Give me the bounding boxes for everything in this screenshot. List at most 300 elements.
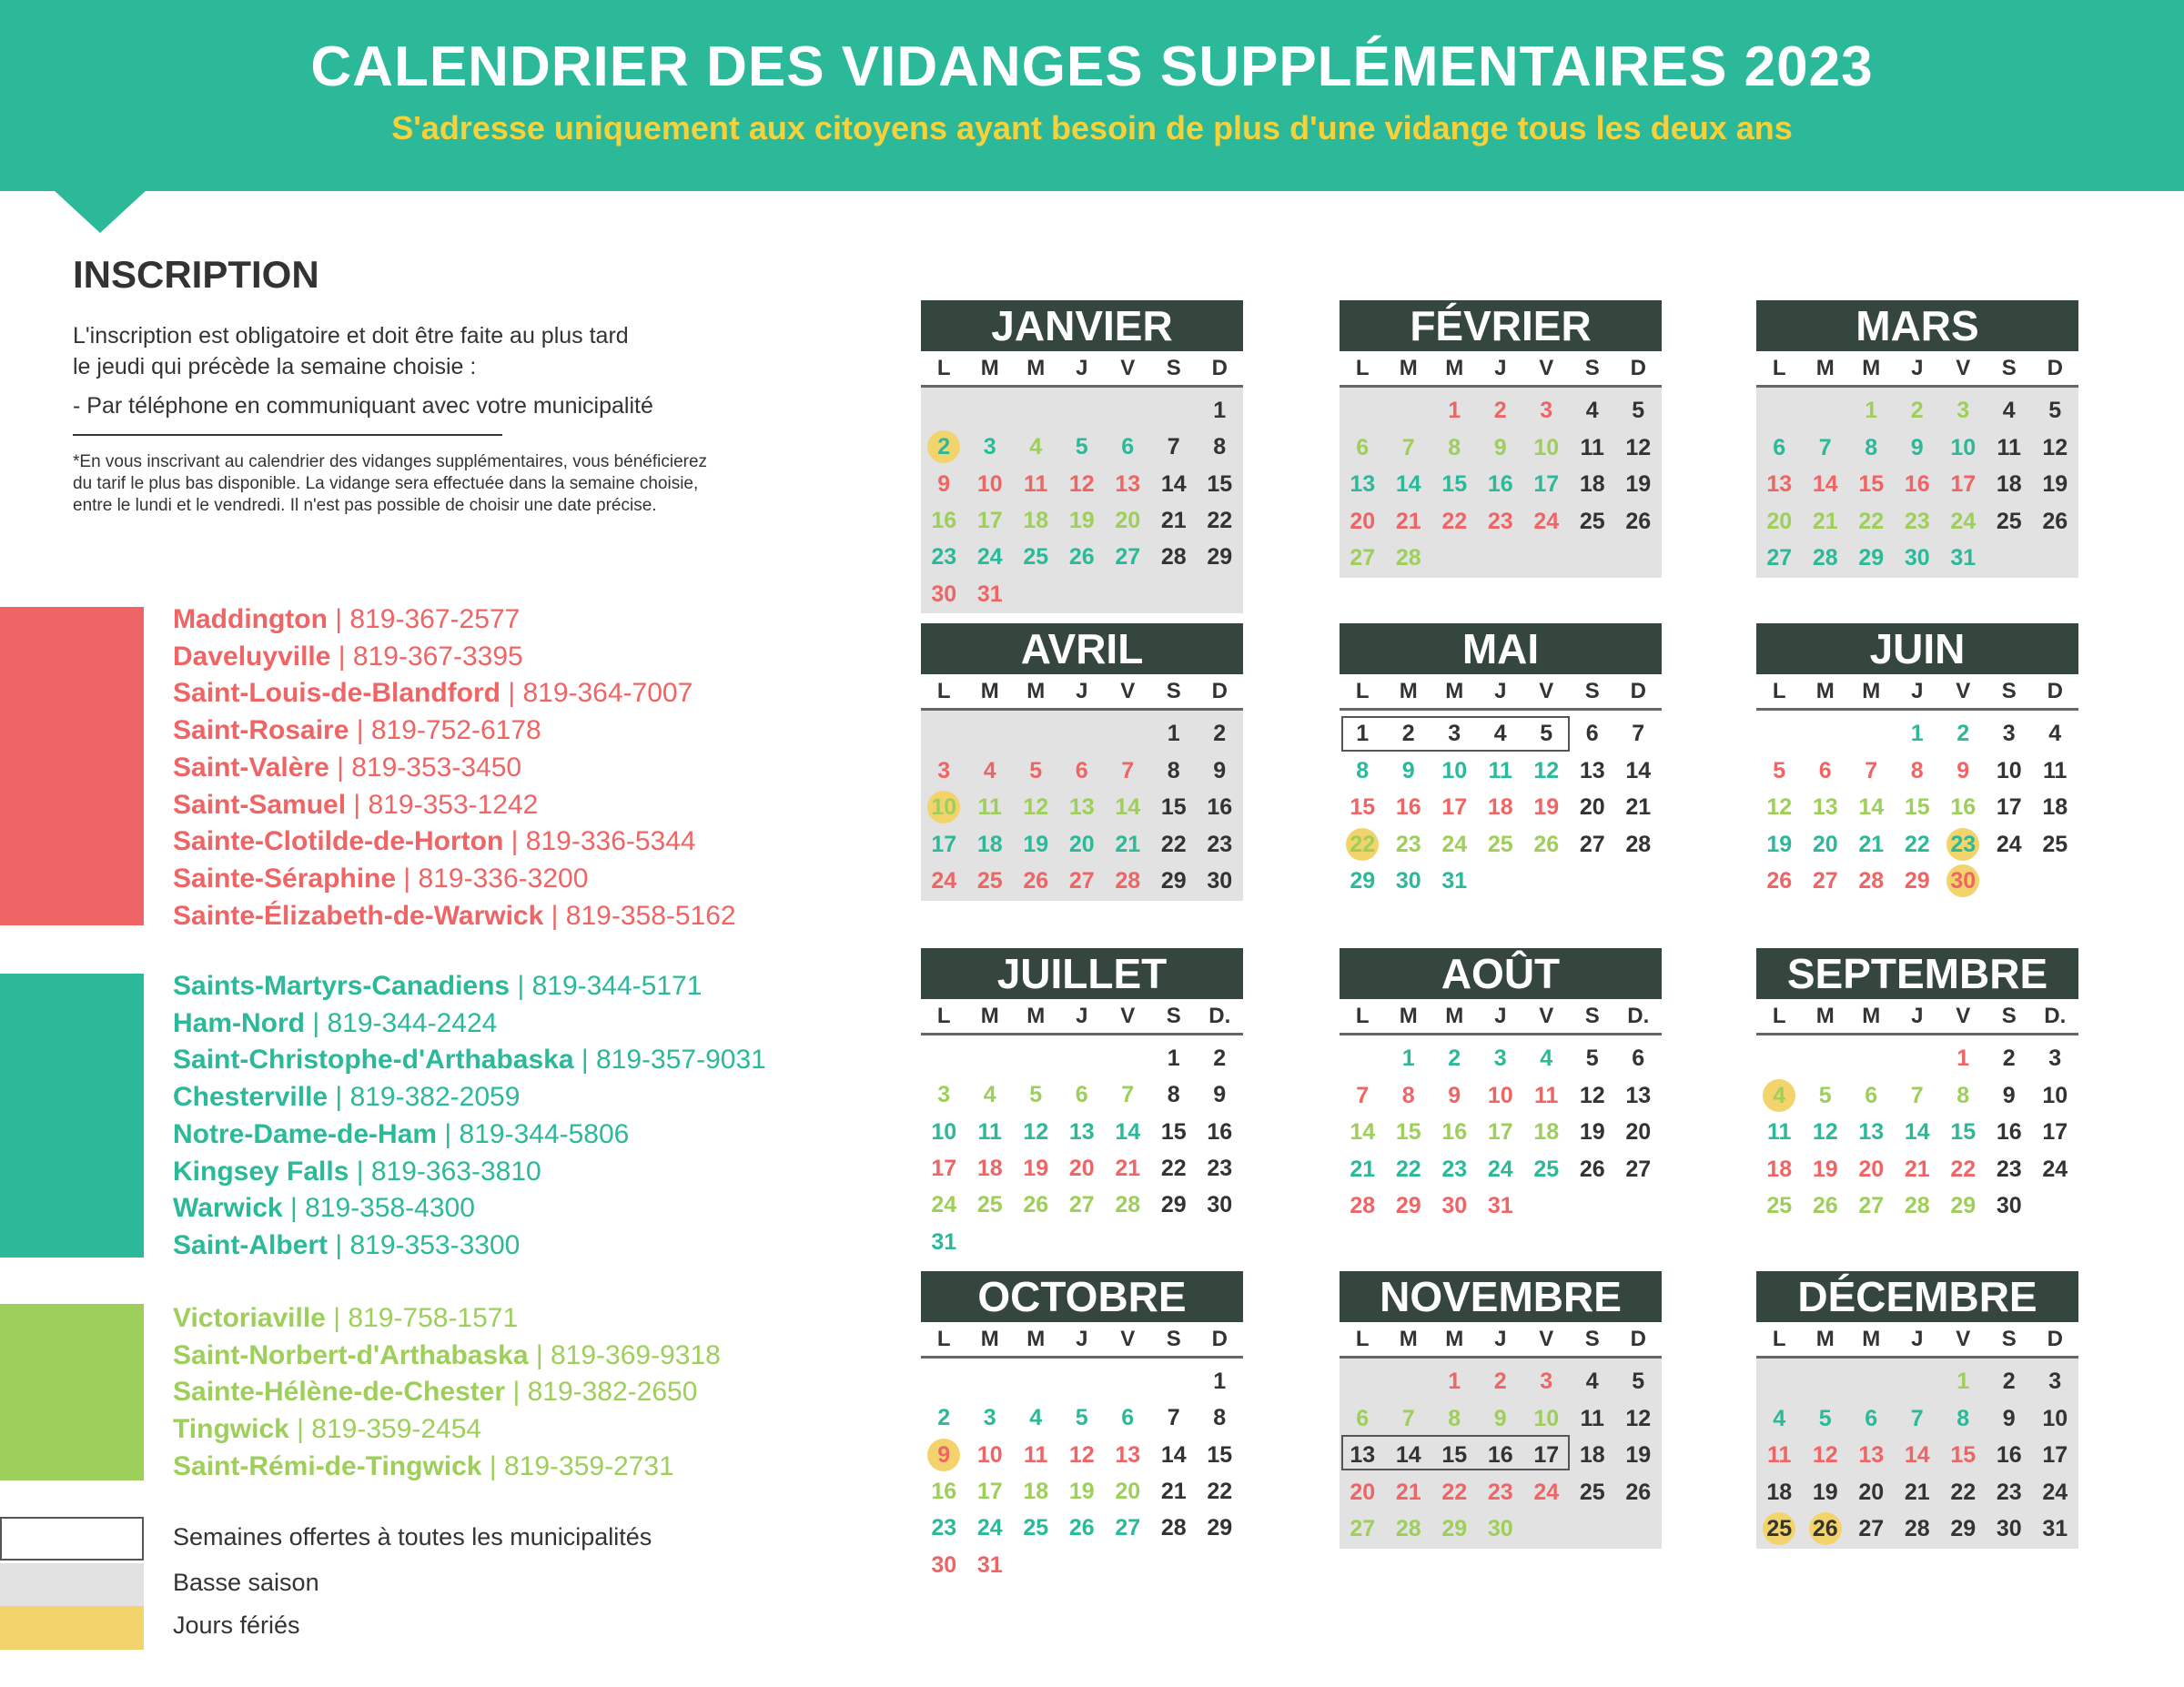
day-number: 14 — [1904, 1119, 1930, 1146]
calendar-day — [1803, 430, 1849, 466]
day-number: 28 — [1115, 868, 1141, 894]
weekday-label: V — [1120, 679, 1136, 703]
day-number: 29 — [1350, 868, 1376, 894]
municipality-row — [173, 753, 521, 783]
day-number: 28 — [1160, 1515, 1187, 1541]
day-number: 17 — [1487, 1119, 1513, 1146]
day-number: 17 — [931, 1155, 957, 1181]
separator: | — [346, 789, 369, 820]
municipality-name: Sainte-Élizabeth-de-Warwick — [173, 900, 544, 931]
day-number: 3 — [2002, 721, 2016, 746]
day-number: 13 — [1115, 1441, 1141, 1468]
day-number: 13 — [1858, 1442, 1885, 1469]
weekday-label: M — [980, 1327, 999, 1351]
separator: | — [500, 678, 523, 709]
empty-day-cell — [1340, 1041, 1386, 1076]
day-number: 10 — [931, 1118, 957, 1145]
calendar-day — [1386, 753, 1432, 789]
calendar-day — [1013, 1077, 1059, 1113]
day-number: 1 — [1956, 1046, 1970, 1071]
separator: | — [528, 1339, 551, 1370]
calendar-day — [967, 1400, 1014, 1436]
day-number: 15 — [1160, 794, 1187, 821]
calendar-day — [1340, 1511, 1386, 1547]
day-number: 10 — [1487, 1082, 1513, 1108]
calendar-day — [1340, 540, 1386, 576]
calendar-day — [1151, 1438, 1198, 1473]
day-number: 4 — [1585, 398, 1599, 423]
calendar-day — [1340, 753, 1386, 789]
municipality-name: Notre-Dame-de-Ham — [173, 1118, 438, 1149]
weekday-label: L — [1772, 679, 1786, 703]
day-number: 17 — [2042, 1442, 2068, 1469]
separator: | — [349, 1156, 371, 1187]
calendar-day — [2032, 467, 2078, 502]
calendar-day — [1431, 864, 1478, 899]
municipality-phone: 819-353-1242 — [368, 789, 539, 820]
day-number: 5 — [1029, 1082, 1043, 1108]
calendar-day — [1386, 864, 1432, 899]
day-number: 23 — [1395, 831, 1421, 857]
weekday-label: J — [1076, 679, 1088, 703]
empty-day-cell — [967, 716, 1014, 752]
inscription-divider — [73, 434, 502, 436]
calendar-day — [1013, 1151, 1059, 1187]
calendar-day — [1105, 467, 1151, 502]
day-number: 5 — [1818, 1405, 1832, 1431]
separator: | — [328, 1229, 350, 1260]
day-number: 31 — [1441, 868, 1468, 894]
month-calendar — [921, 948, 1243, 1261]
weekday-label: V — [1956, 1327, 1971, 1351]
calendar-day — [1431, 430, 1478, 466]
municipality-phone: 819-758-1571 — [348, 1303, 519, 1333]
calendar-day — [1895, 1401, 1941, 1437]
municipality-name: Saint-Norbert-d'Arthabaska — [173, 1339, 529, 1370]
empty-day-cell — [967, 393, 1014, 429]
header-arrow-shape — [53, 189, 147, 233]
month-calendar — [1340, 300, 1662, 578]
weekday-label: M — [1815, 679, 1835, 703]
calendar-day — [1895, 393, 1941, 429]
calendar-day — [1895, 467, 1941, 502]
day-number: 9 — [927, 1439, 960, 1471]
day-number: 26 — [1812, 1193, 1838, 1219]
calendar-day — [1197, 467, 1243, 502]
calendar-day — [1059, 540, 1106, 575]
day-number: 23 — [1946, 828, 1979, 861]
day-number: 30 — [1946, 864, 1979, 897]
day-number: 5 — [1075, 1405, 1088, 1431]
calendar-day — [1940, 753, 1987, 789]
holiday-day — [1340, 827, 1386, 863]
calendar-day — [921, 1400, 967, 1436]
empty-day-cell — [1013, 1364, 1059, 1399]
calendar-day — [1478, 504, 1524, 540]
calendar-day — [1940, 1511, 1987, 1547]
calendar-day — [2032, 1475, 2078, 1510]
calendar-day — [1615, 430, 1662, 466]
day-number: 11 — [1534, 1082, 1559, 1108]
calendar-day — [1895, 864, 1941, 899]
day-number: 13 — [1068, 794, 1095, 821]
legend-offered-weeks-label: Semaines offertes à toutes les municipalités — [173, 1523, 652, 1551]
calendar-day — [1987, 827, 2033, 863]
weekday-label: J — [1494, 1327, 1507, 1351]
calendar-day — [1151, 503, 1198, 539]
calendar-day — [1197, 1474, 1243, 1510]
calendar-day — [1895, 1511, 1941, 1547]
day-number: 20 — [1350, 1479, 1376, 1505]
day-number: 29 — [1207, 544, 1233, 571]
calendar-day — [1059, 864, 1106, 899]
day-number: 22 — [1207, 1478, 1233, 1504]
separator: | — [396, 863, 419, 894]
calendar-day — [1756, 1188, 1803, 1224]
day-number: 15 — [1350, 794, 1376, 821]
municipality-phone: 819-336-3200 — [418, 863, 589, 894]
calendar-day — [1431, 1401, 1478, 1437]
calendar-day — [1895, 1078, 1941, 1114]
day-number: 18 — [1487, 794, 1513, 821]
month-calendar — [921, 300, 1243, 613]
calendar-day — [1895, 790, 1941, 825]
day-number: 20 — [1068, 1155, 1095, 1181]
calendar-day — [967, 503, 1014, 539]
calendar-day — [1340, 504, 1386, 540]
weekday-label: J — [1076, 1004, 1088, 1028]
day-number: 14 — [1395, 1442, 1421, 1469]
calendar-day — [1431, 1364, 1478, 1399]
day-number: 29 — [1207, 1515, 1233, 1541]
calendar-day — [1895, 1475, 1941, 1510]
day-number: 3 — [983, 1405, 996, 1431]
calendar-day — [1895, 1115, 1941, 1150]
day-number: 1 — [1865, 398, 1878, 423]
calendar-day — [1151, 864, 1198, 899]
calendar-day — [1478, 1364, 1524, 1399]
group-teal-color-bar — [0, 974, 144, 1258]
month-calendar — [921, 623, 1243, 901]
municipality-row — [173, 1303, 518, 1334]
day-number: 21 — [1904, 1479, 1930, 1505]
calendar-day — [1478, 1438, 1524, 1473]
day-number: 17 — [2042, 1119, 2068, 1146]
weekday-label: D — [2047, 356, 2063, 380]
calendar-day — [1386, 430, 1432, 466]
calendar-day — [1848, 1078, 1895, 1114]
day-number: 2 — [927, 430, 960, 463]
holiday-day — [1756, 1511, 1803, 1547]
day-number: 6 — [1121, 1405, 1135, 1431]
weekday-label: S — [1584, 1327, 1600, 1351]
calendar-day — [1197, 716, 1243, 752]
calendar-day — [2032, 1511, 2078, 1547]
calendar-day — [1431, 790, 1478, 825]
calendar-day — [1803, 1438, 1849, 1473]
page-title: CALENDRIER DES VIDANGES SUPPLÉMENTAIRES 2023 — [310, 35, 1874, 98]
empty-day-cell — [1803, 393, 1849, 429]
day-number: 7 — [1632, 721, 1645, 746]
weekday-label: V — [1539, 356, 1554, 380]
weekday-label: J — [1494, 679, 1507, 703]
day-number: 28 — [1625, 831, 1652, 857]
calendar-day — [1386, 716, 1432, 752]
municipality-row — [173, 1340, 721, 1371]
day-number: 25 — [1579, 508, 1605, 534]
day-number: 26 — [1023, 868, 1049, 894]
weekday-label: S — [1166, 356, 1181, 380]
empty-day-cell — [1756, 1041, 1803, 1076]
calendar-day — [967, 1510, 1014, 1546]
calendar-day — [1570, 1438, 1616, 1473]
weekday-label: J — [1076, 356, 1088, 380]
calendar-day — [1386, 1152, 1432, 1187]
weekday-header-row — [1756, 1322, 2078, 1359]
day-number: 5 — [1818, 1082, 1832, 1108]
day-number: 9 — [1448, 1082, 1461, 1108]
day-number: 31 — [976, 581, 1003, 607]
day-number: 18 — [2042, 794, 2068, 821]
weekday-label: D — [2047, 679, 2063, 703]
calendar-day — [1013, 503, 1059, 539]
day-number: 24 — [976, 1515, 1003, 1541]
calendar-day — [1940, 393, 1987, 429]
inscription-text-line1: L'inscription est obligatoire et doit être faite au plus tard — [73, 323, 629, 349]
calendar-day — [967, 1077, 1014, 1113]
empty-day-cell — [1105, 716, 1151, 752]
day-number: 22 — [1346, 828, 1379, 861]
empty-day-cell — [1151, 1364, 1198, 1399]
weekday-label: S — [2001, 356, 2017, 380]
month-calendar — [1756, 1271, 2078, 1549]
calendar-day — [1940, 1078, 1987, 1114]
calendar-day — [1013, 1438, 1059, 1473]
day-number: 22 — [1395, 1156, 1421, 1182]
calendar-day — [1151, 1077, 1198, 1113]
day-number: 13 — [1625, 1082, 1652, 1108]
day-number: 27 — [1068, 1192, 1095, 1218]
day-number: 16 — [1996, 1442, 2022, 1469]
calendar-day — [1197, 790, 1243, 825]
month-name: NOVEMBRE — [1340, 1271, 1662, 1322]
calendar-day — [1197, 1115, 1243, 1150]
calendar-day — [1615, 827, 1662, 863]
calendar-day — [1197, 1077, 1243, 1113]
municipality-phone: 819-359-2454 — [311, 1414, 482, 1445]
calendar-day — [1340, 1152, 1386, 1187]
calendar-day — [1197, 1438, 1243, 1473]
calendar-day — [1059, 467, 1106, 502]
weekday-label: L — [1772, 1327, 1786, 1351]
day-number: 2 — [1910, 398, 1924, 423]
day-number: 1 — [1167, 721, 1180, 746]
municipality-name: Saint-Albert — [173, 1229, 329, 1260]
day-number: 24 — [1533, 1479, 1560, 1505]
day-number: 16 — [1487, 1442, 1513, 1469]
day-number: 6 — [1632, 1046, 1645, 1071]
calendar-day — [2032, 1078, 2078, 1114]
day-number: 2 — [1493, 398, 1507, 423]
month-calendar — [1340, 1271, 1662, 1549]
day-number: 7 — [1121, 1082, 1135, 1108]
day-number: 12 — [1579, 1082, 1605, 1108]
calendar-day — [1940, 716, 1987, 752]
municipality-row — [173, 678, 693, 709]
weekday-label: L — [1772, 1004, 1786, 1028]
weekday-label: D. — [1627, 1004, 1650, 1028]
calendar-day — [1523, 393, 1570, 429]
calendar-day — [1848, 753, 1895, 789]
day-number: 8 — [1167, 1082, 1180, 1108]
calendar-day — [1523, 1364, 1570, 1399]
day-number: 18 — [976, 831, 1003, 857]
municipality-row — [173, 1377, 697, 1408]
calendar-day — [1848, 1115, 1895, 1150]
day-number: 18 — [1766, 1479, 1793, 1505]
empty-day-cell — [1803, 1364, 1849, 1399]
day-number: 7 — [1167, 1405, 1180, 1431]
calendar-day — [1151, 1151, 1198, 1187]
day-number: 24 — [2042, 1479, 2068, 1505]
day-number: 1 — [1910, 721, 1924, 746]
day-number: 11 — [1767, 1442, 1792, 1469]
calendar-day — [1059, 753, 1106, 789]
day-number: 24 — [1487, 1156, 1513, 1182]
day-number: 16 — [1950, 794, 1977, 821]
municipality-phone: 819-369-9318 — [551, 1339, 721, 1370]
calendar-day — [1105, 1400, 1151, 1436]
day-number: 1 — [1448, 398, 1461, 423]
day-number: 1 — [1167, 1046, 1180, 1071]
municipality-row — [173, 971, 702, 1002]
day-number: 26 — [1625, 508, 1652, 534]
day-number: 18 — [1023, 1478, 1049, 1504]
calendar-day — [1987, 753, 2033, 789]
month-name: JANVIER — [921, 300, 1243, 351]
calendar-day — [1478, 467, 1524, 502]
calendar-day — [1013, 1187, 1059, 1223]
calendar-day — [921, 864, 967, 899]
day-number: 14 — [1115, 1118, 1141, 1145]
calendar-day — [1570, 504, 1616, 540]
calendar-day — [1151, 467, 1198, 502]
calendar-day — [2032, 1041, 2078, 1076]
municipality-row — [173, 715, 541, 746]
calendar-day — [921, 1474, 967, 1510]
day-number: 14 — [1160, 1441, 1187, 1468]
municipality-phone: 819-357-9031 — [596, 1045, 766, 1076]
day-number: 4 — [983, 757, 996, 783]
calendar-day — [967, 1438, 1014, 1473]
calendar-day — [1848, 1511, 1895, 1547]
day-number: 7 — [1910, 1082, 1924, 1108]
weekday-label: M — [980, 1004, 999, 1028]
calendar-day — [1059, 1438, 1106, 1473]
day-number: 6 — [1075, 757, 1088, 783]
day-number: 21 — [1812, 508, 1838, 534]
day-number: 21 — [1115, 1155, 1141, 1181]
calendar-day — [1848, 1401, 1895, 1437]
day-number: 19 — [1625, 471, 1652, 498]
day-number: 4 — [1493, 721, 1507, 746]
calendar-day — [1151, 1400, 1198, 1436]
weekday-header-row — [1756, 674, 2078, 711]
weekday-label: M — [980, 356, 999, 380]
calendar-day — [1615, 1041, 1662, 1076]
calendar-day — [967, 753, 1014, 789]
day-number: 28 — [1395, 1516, 1421, 1542]
municipality-phone: 819-752-6178 — [370, 715, 541, 746]
calendar-day — [1105, 1474, 1151, 1510]
day-number: 11 — [1024, 1441, 1048, 1468]
day-number: 26 — [1579, 1156, 1605, 1182]
calendar-day — [1013, 1400, 1059, 1436]
holiday-day — [921, 790, 967, 825]
calendar-day — [1523, 1041, 1570, 1076]
empty-day-cell — [1848, 1041, 1895, 1076]
calendar-day — [1848, 1188, 1895, 1224]
calendar-day — [1615, 1364, 1662, 1399]
day-number: 3 — [1448, 721, 1461, 746]
calendar-day — [1987, 504, 2033, 540]
calendar-day — [967, 790, 1014, 825]
calendar-day — [1105, 1151, 1151, 1187]
day-number: 23 — [1996, 1479, 2022, 1505]
calendar-day — [1803, 1188, 1849, 1224]
day-number: 20 — [1115, 507, 1141, 533]
calendar-day — [1151, 1510, 1198, 1546]
calendar-day — [921, 1151, 967, 1187]
weekday-label: J — [1911, 1327, 1924, 1351]
day-number: 14 — [1904, 1442, 1930, 1469]
calendar-day — [1615, 467, 1662, 502]
inscription-note-line3: entre le lundi et le vendredi. Il n'est pas possible de choisir une date précise. — [73, 496, 657, 515]
day-number: 28 — [1395, 545, 1421, 571]
day-number: 16 — [1487, 471, 1513, 498]
weekday-label: M — [1815, 1004, 1835, 1028]
calendar-day — [1756, 1152, 1803, 1187]
calendar-day — [1570, 790, 1616, 825]
day-number: 2 — [1448, 1046, 1461, 1071]
empty-day-cell — [1105, 393, 1151, 429]
day-number: 21 — [1160, 1478, 1187, 1504]
calendar-day — [1478, 1401, 1524, 1437]
weekday-header-row — [921, 1322, 1243, 1359]
calendar-day — [1059, 1187, 1106, 1223]
day-number: 30 — [1207, 1192, 1233, 1218]
day-number: 28 — [1812, 545, 1838, 571]
calendar-day — [1386, 1401, 1432, 1437]
weekday-label: J — [1076, 1327, 1088, 1351]
month-name: FÉVRIER — [1340, 300, 1662, 351]
day-number: 26 — [2042, 508, 2068, 534]
calendar-day — [1756, 430, 1803, 466]
empty-day-cell — [1105, 1041, 1151, 1076]
day-number: 16 — [1441, 1119, 1468, 1146]
calendar-day — [1105, 429, 1151, 465]
day-number: 23 — [1904, 508, 1930, 534]
day-number: 12 — [1023, 794, 1049, 821]
municipality-name: Warwick — [173, 1193, 283, 1224]
day-number: 6 — [1818, 757, 1832, 783]
calendar-day — [1615, 1115, 1662, 1150]
calendar-day — [1105, 503, 1151, 539]
weekday-header-row — [921, 674, 1243, 711]
day-number: 2 — [1401, 721, 1415, 746]
weekday-label: L — [1355, 356, 1370, 380]
calendar-day — [1570, 467, 1616, 502]
